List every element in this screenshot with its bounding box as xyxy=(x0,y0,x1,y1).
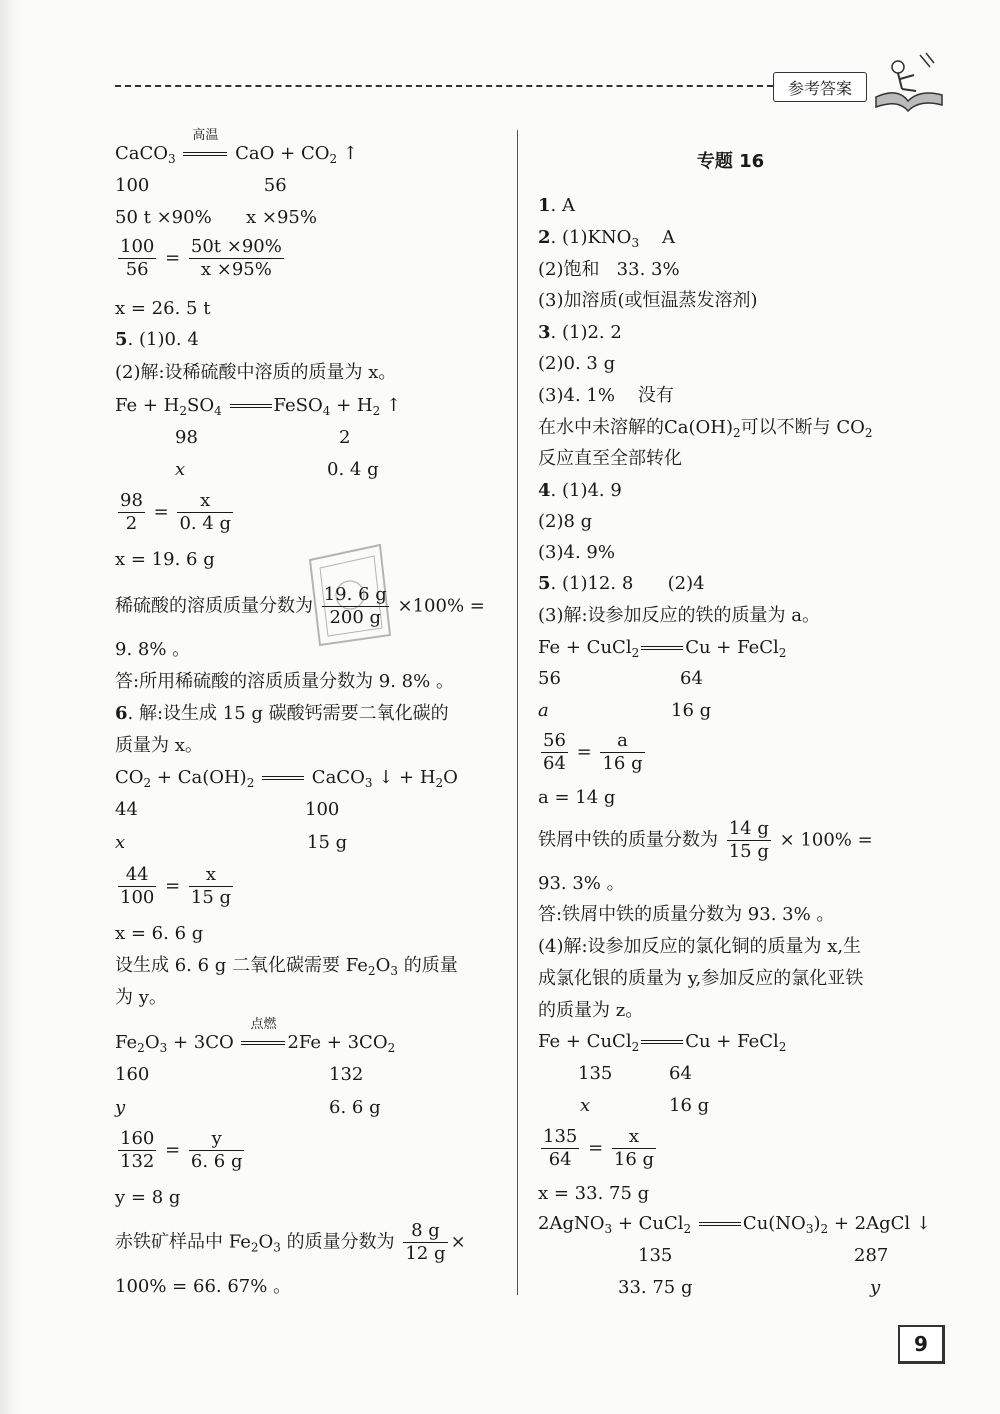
reading-figure-icon xyxy=(868,45,948,115)
header-label: 参考答案 xyxy=(773,72,867,102)
fraction-statement: 赤铁矿样品中 $Fe_2O_3$ 的质量分数为 $\frac{8 g}{12 g}$ × xyxy=(115,1220,466,1264)
solution-text: (3)解:设参加反应的铁的质量为 a。 xyxy=(538,605,821,626)
mass-value: 64 xyxy=(680,668,703,689)
answer: 答:铁屑中铁的质量分数为 93. 3% 。 xyxy=(538,904,835,925)
mass-value: 132 xyxy=(329,1064,364,1085)
page-number: 9 xyxy=(898,1325,945,1364)
solution-text: 设生成 6. 6 g 二氧化碳需要 $Fe_2O_3$ 的质量 xyxy=(115,955,458,978)
result: 9. 8% 。 xyxy=(115,639,191,660)
mass-value: y xyxy=(870,1277,881,1298)
question-2: 2. $(1)KNO_3$ A xyxy=(538,227,675,250)
mass-value: 16 g xyxy=(669,1095,710,1116)
column-divider xyxy=(517,130,518,1295)
result: y = 8 g xyxy=(115,1187,181,1208)
answer-line: (3)4. 9% xyxy=(538,542,615,563)
question-5: 5. (1)0. 4 xyxy=(115,329,199,350)
result: x = 33. 75 g xyxy=(538,1183,650,1204)
mass-value: 287 xyxy=(854,1245,889,1266)
mass-value: x xyxy=(175,459,186,480)
solution-text: 成氯化银的质量为 y,参加反应的氯化亚铁 xyxy=(538,968,864,989)
mass-value: 6. 6 g xyxy=(329,1097,381,1118)
proportion: $\frac{56}{64}$ = $\frac{a}{16 g}$ xyxy=(543,730,643,774)
mass-value: 56 xyxy=(538,668,561,689)
mass-row: 50 t ×90% x ×95% xyxy=(115,207,317,228)
result: 93. 3% 。 xyxy=(538,873,625,894)
mass-value: a xyxy=(538,700,549,721)
page-edge xyxy=(0,0,22,1414)
solution-text: 的质量为 z。 xyxy=(538,1000,644,1021)
mass-value: x xyxy=(115,832,126,853)
mass-value: 0. 4 g xyxy=(327,459,379,480)
proportion: $\frac{98}{2}$ = $\frac{x}{0. 4 g}$ xyxy=(120,490,232,534)
answer-line: (3)4. 1% 没有 xyxy=(538,385,674,406)
section-title: 专题 16 xyxy=(696,151,765,172)
mass-value: 16 g xyxy=(671,700,712,721)
solution-text: (2)解:设稀硫酸中溶质的质量为 x。 xyxy=(115,362,397,383)
equation-fe-h2so4: $Fe + H_2SO_4$ FeSO$_4$ + $H_2$ ↑ xyxy=(115,395,402,418)
proportion: $\frac{135}{64}$ = $\frac{x}{16 g}$ xyxy=(543,1126,655,1170)
mass-value: 100 xyxy=(305,799,340,820)
mass-value: y xyxy=(115,1097,126,1118)
equation-co2-caoh2: $CO_2 + Ca(OH)_2$ CaCO$_3$ ↓ + $H_2O$ xyxy=(115,767,458,790)
question-6: 6. 解:设生成 15 g 碳酸钙需要二氧化碳的 xyxy=(115,703,449,724)
solution-text: 为 y。 xyxy=(115,987,167,1008)
proportion: $\frac{160}{132}$ = $\frac{y}{6. 6 g}$ xyxy=(120,1128,243,1172)
equation-fe2o3-co: $Fe_2O_3 + 3CO$ 点燃 $2Fe + 3CO_2$ xyxy=(115,1017,396,1055)
fraction-statement: 稀硫酸的溶质质量分数为 $\frac{19. 6 g}{200 g}$ ×100% = xyxy=(115,584,485,628)
result: x = 26. 5 t xyxy=(115,298,211,319)
answer-line: (2)饱和 33. 3% xyxy=(538,259,680,280)
mass-row: 100 56 xyxy=(115,175,287,196)
mass-value: 160 xyxy=(115,1064,150,1085)
mass-value: 15 g xyxy=(307,832,348,853)
solution-text: (4)解:设参加反应的氯化铜的质量为 x,生 xyxy=(538,936,862,957)
proportion: $\frac{100}{56}$ = $\frac{50t \times 90\%}{x \times 95\%}$ xyxy=(120,236,282,280)
mass-value: 135 xyxy=(638,1245,673,1266)
mass-value: x xyxy=(580,1095,591,1116)
equation-fe-cucl2: Fe + CuCl$_2$ Cu + FeCl$_2$ xyxy=(538,637,787,660)
question-5: 5. (1)12. 8 (2)4 xyxy=(538,573,705,594)
question-4: 4. (1)4. 9 xyxy=(538,480,622,501)
fraction-statement: 铁屑中铁的质量分数为 $\frac{14 g}{15 g}$ × 100% = xyxy=(538,818,873,862)
proportion: $\frac{44}{100}$ = $\frac{x}{15 g}$ xyxy=(120,864,232,908)
question-3: 3. (1)2. 2 xyxy=(538,322,622,343)
equation-fe-cucl2: Fe + CuCl$_2$ Cu + FeCl$_2$ xyxy=(538,1031,787,1054)
mass-value: 33. 75 g xyxy=(618,1277,693,1298)
mass-value: 2 xyxy=(339,427,351,448)
mass-value: 98 xyxy=(175,427,198,448)
result: a = 14 g xyxy=(538,787,616,808)
equation-agno3-cucl2: 2AgNO$_3$ + CuCl$_2$ $Cu(NO_3)_2$ + 2AgCl ↓ xyxy=(538,1213,931,1236)
header-dashed-line xyxy=(115,85,773,87)
answer-line: 反应直至全部转化 xyxy=(538,448,682,469)
answer: 答:所用稀硫酸的溶质质量分数为 9. 8% 。 xyxy=(115,671,454,692)
mass-value: 44 xyxy=(115,799,138,820)
mass-value: 64 xyxy=(669,1063,692,1084)
mass-value: 135 xyxy=(578,1063,613,1084)
solution-text: 质量为 x。 xyxy=(115,735,203,756)
watermark-stamp-icon xyxy=(300,540,395,650)
result: 100% = 66. 67% 。 xyxy=(115,1276,292,1297)
answer-line: (3)加溶质(或恒温蒸发溶剂) xyxy=(538,290,758,311)
answer-line: (2)8 g xyxy=(538,511,593,532)
equation-caco3: CaCO$_3$ 高温 CaO + $CO_2$ ↑ xyxy=(115,128,358,166)
result: x = 19. 6 g xyxy=(115,549,215,570)
question-1: 1. A xyxy=(538,195,575,216)
result: x = 6. 6 g xyxy=(115,923,204,944)
answer-line: (2)0. 3 g xyxy=(538,353,616,374)
answer-line: 在水中未溶解的$Ca(OH)_2$可以不断与 $CO_2$ xyxy=(538,417,873,440)
